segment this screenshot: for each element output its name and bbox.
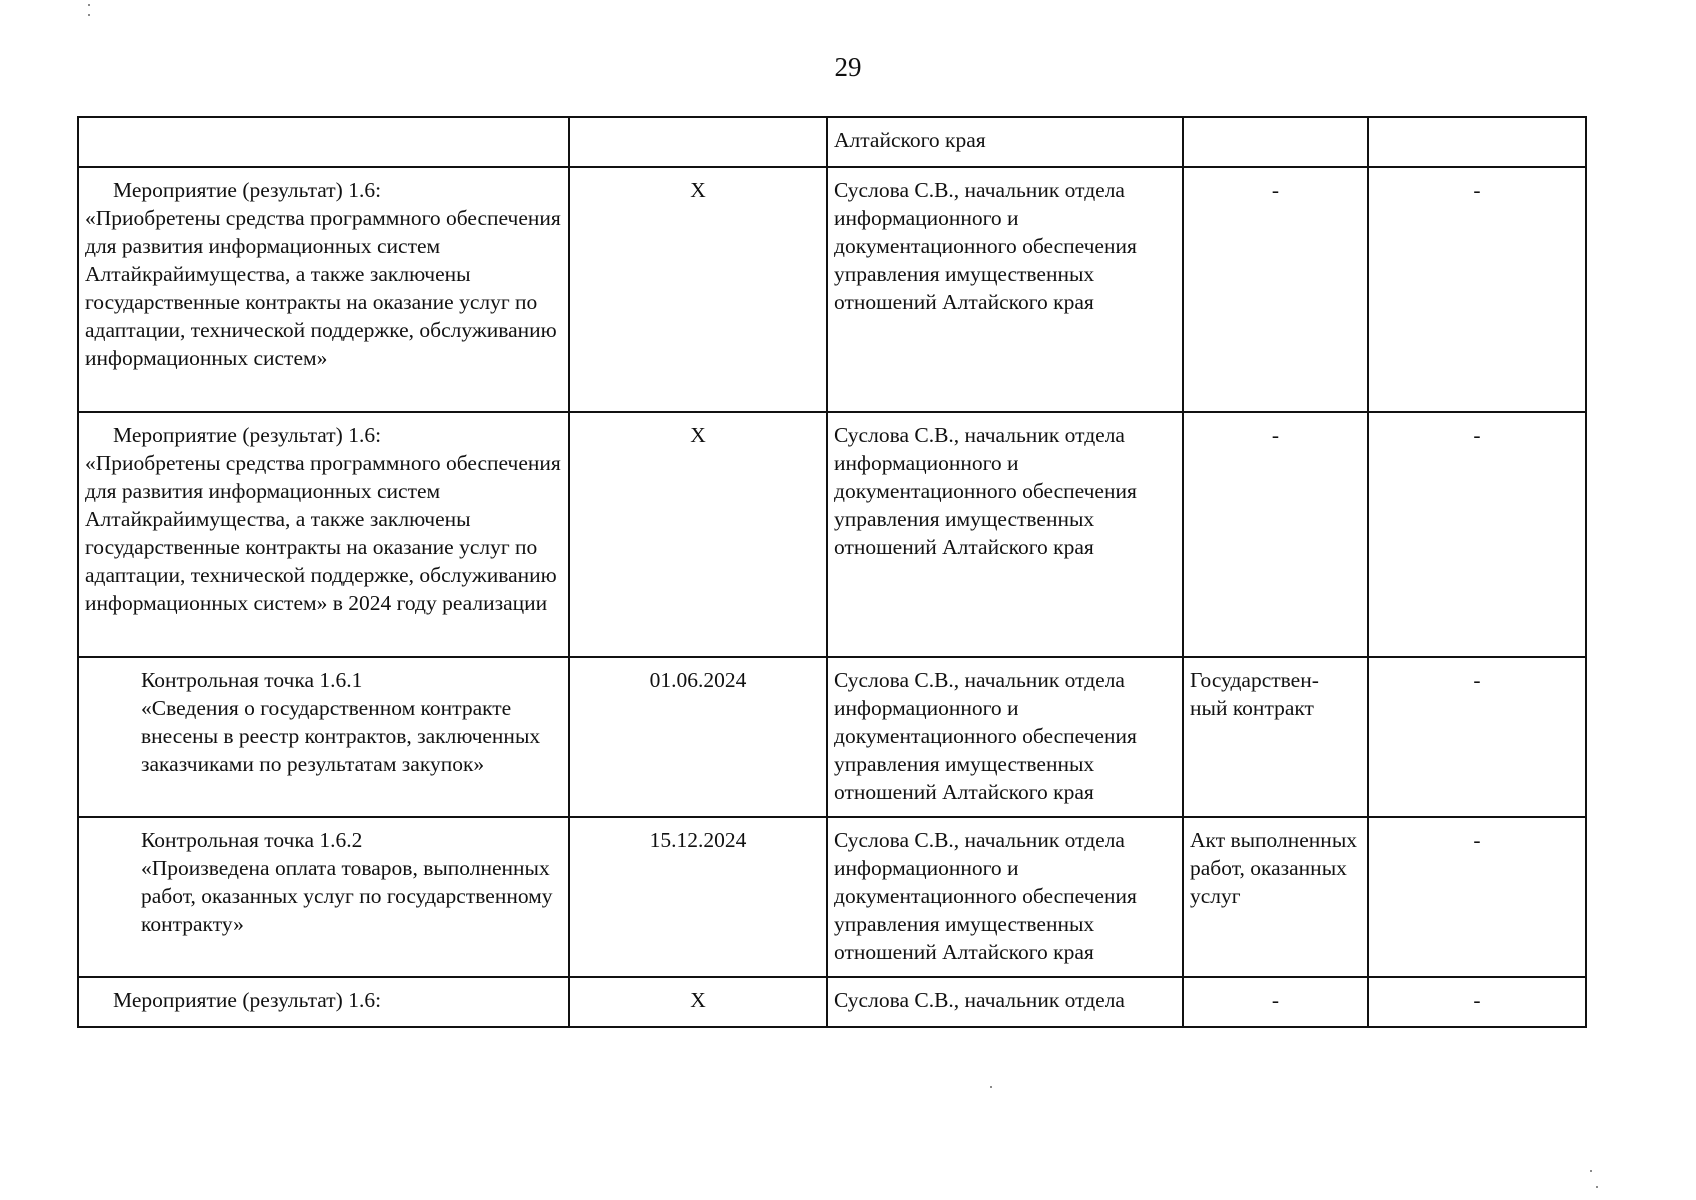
plan-table (77, 116, 1587, 1028)
cell-document: Государствен- ный контракт (1183, 657, 1368, 817)
cell-name (78, 167, 569, 412)
cell-date: X (569, 412, 827, 657)
row-title: Мероприятие (результат) 1.6: (113, 423, 382, 447)
table-row (78, 817, 1586, 977)
cell-extra: - (1368, 412, 1586, 657)
table-row (78, 117, 1586, 167)
cell-document (1183, 117, 1368, 167)
cell-date (569, 117, 827, 167)
cell-name (78, 412, 569, 657)
cell-document: - (1183, 412, 1368, 657)
row-description: «Сведения о государственном контракте внесены в реестр контрактов, заключенных заказчиками по результатам закупок» (141, 696, 541, 776)
cell-extra (1368, 117, 1586, 167)
row-title: Контрольная точка 1.6.1 (141, 668, 363, 692)
scan-speck (1590, 1170, 1592, 1172)
row-title: Контрольная точка 1.6.2 (141, 828, 363, 852)
cell-extra: - (1368, 817, 1586, 977)
scan-speck (1596, 1186, 1598, 1188)
cell-extra: - (1368, 167, 1586, 412)
row-title: Мероприятие (результат) 1.6: (113, 178, 382, 202)
cell-name (78, 657, 569, 817)
cell-responsible: Суслова С.В., начальник отдела информационного и документационного обеспечения управления имущественных отношений Алтайского края (827, 167, 1183, 412)
table-row (78, 657, 1586, 817)
cell-document: - (1183, 977, 1368, 1027)
cell-responsible: Суслова С.В., начальник отдела информационного и документационного обеспечения управления имущественных отношений Алтайского края (827, 412, 1183, 657)
cell-responsible: Суслова С.В., начальник отдела информационного и документационного обеспечения управления имущественных отношений Алтайского края (827, 817, 1183, 977)
cell-responsible: Суслова С.В., начальник отдела информационного и документационного обеспечения управления имущественных отношений Алтайского края (827, 657, 1183, 817)
cell-responsible: Алтайского края (827, 117, 1183, 167)
scan-speck (88, 4, 90, 6)
cell-extra: - (1368, 977, 1586, 1027)
cell-responsible: Суслова С.В., начальник отдела (827, 977, 1183, 1027)
scan-speck (990, 1086, 992, 1088)
cell-name (78, 817, 569, 977)
row-description: «Приобретены средства программного обеспечения для развития информационных систем Алтайкрайимущества, а также заключены государственные контракты на оказание услуг по адаптации, технической поддержке, обслуживанию информационных систем» в 2024 году реализации (85, 451, 561, 615)
row-title: Мероприятие (результат) 1.6: (113, 988, 382, 1012)
row-description: «Приобретены средства программного обеспечения для развития информационных систем Алтайкрайимущества, а также заключены государственные контракты на оказание услуг по адаптации, технической поддержке, обслуживанию информационных систем» (85, 206, 561, 370)
page-number: 29 (834, 52, 862, 82)
cell-name (78, 977, 569, 1027)
scan-speck (88, 14, 90, 16)
cell-date: X (569, 977, 827, 1027)
table-row (78, 977, 1586, 1027)
row-description: «Произведена оплата товаров, выполненных работ, оказанных услуг по государственному контракту» (141, 856, 553, 936)
cell-date: X (569, 167, 827, 412)
table-row (78, 167, 1586, 412)
cell-date: 01.06.2024 (569, 657, 827, 817)
cell-document: - (1183, 167, 1368, 412)
cell-document: Акт выполненных работ, оказанных услуг (1183, 817, 1368, 977)
cell-name (78, 117, 569, 167)
cell-extra: - (1368, 657, 1586, 817)
cell-date: 15.12.2024 (569, 817, 827, 977)
table-row (78, 412, 1586, 657)
